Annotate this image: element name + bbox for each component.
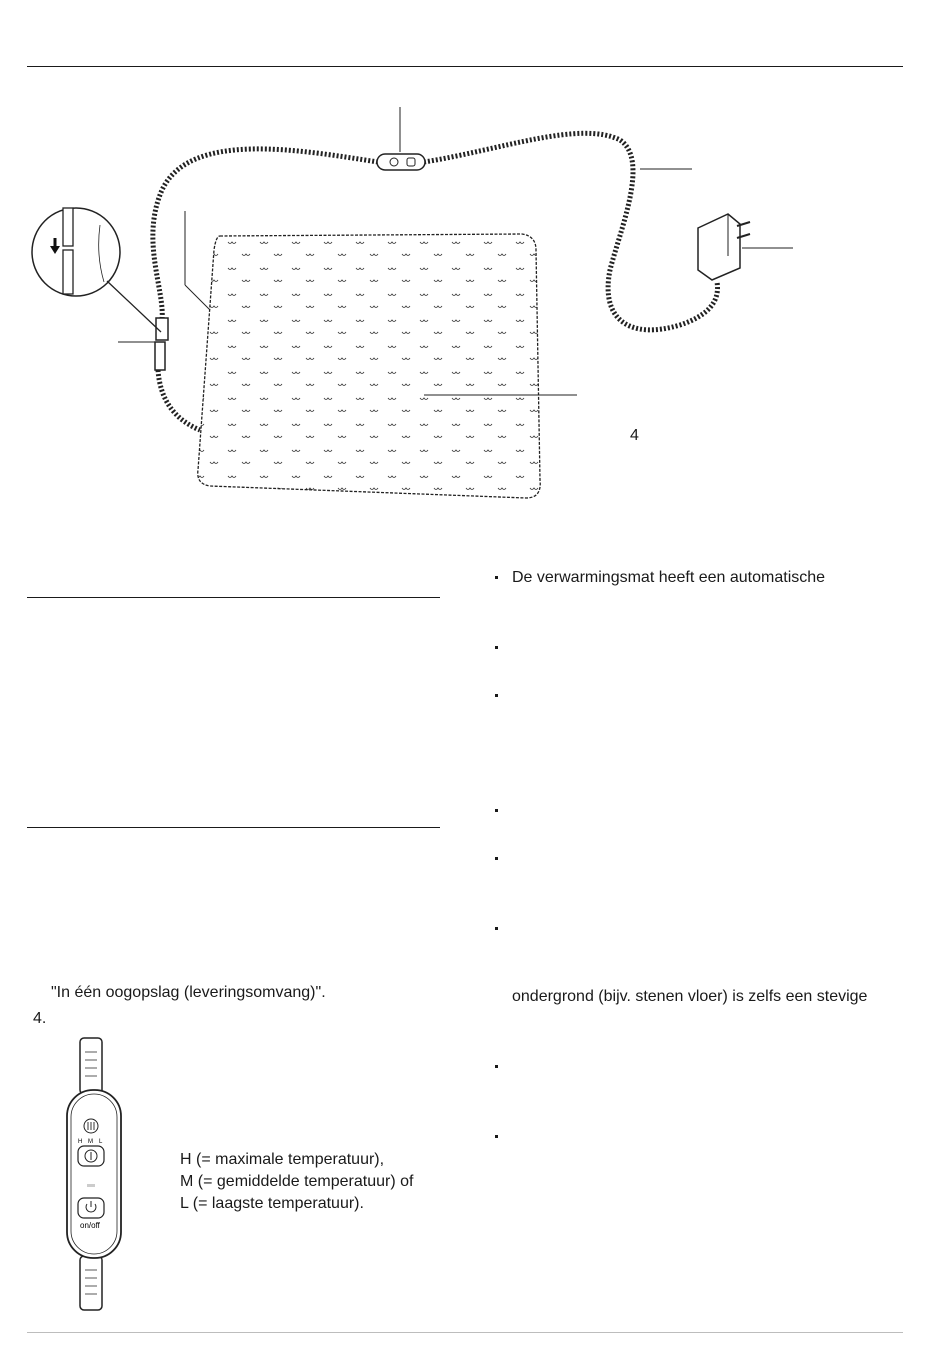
bottom-rule: [27, 1332, 903, 1333]
figure-callout-number: 4: [630, 427, 639, 444]
bullet-2: [495, 646, 498, 649]
setting-high: H (= maximale temperatuur),: [180, 1151, 385, 1168]
setting-low: L (= laagste temperatuur).: [180, 1195, 364, 1212]
level-m: M: [88, 1139, 93, 1145]
setting-medium: M (= gemiddelde temperatuur) of: [180, 1173, 414, 1190]
connector-detail: [32, 208, 161, 332]
power-label: on/off: [80, 1221, 100, 1230]
product-illustration: [0, 0, 950, 520]
continuation-text: ondergrond (bijv. stenen vloer) is zelfs een stevige: [512, 988, 868, 1005]
level-l: L: [99, 1139, 103, 1145]
cable-connector: [155, 318, 168, 370]
heating-mat: [198, 234, 540, 498]
bullet-5: [495, 857, 498, 860]
bullet-6: [495, 927, 498, 930]
step-number: 4.: [33, 1010, 47, 1027]
bullet-1: [495, 576, 498, 579]
bullet-4: [495, 809, 498, 812]
power-adapter: [698, 214, 750, 280]
reference-text: "In één oogopslag (leveringsomvang)".: [51, 984, 326, 1001]
cable-mat: [158, 370, 200, 430]
bullet-7: [495, 1065, 498, 1068]
left-rule-1: [27, 597, 440, 598]
inline-controller: [377, 154, 425, 170]
level-h: H: [78, 1139, 83, 1145]
left-rule-2: [27, 827, 440, 828]
bullet-3: [495, 694, 498, 697]
bullet-8: [495, 1135, 498, 1138]
heat-icon: [84, 1119, 98, 1133]
first-bullet-text: De verwarmingsmat heeft een automatische: [512, 569, 826, 586]
